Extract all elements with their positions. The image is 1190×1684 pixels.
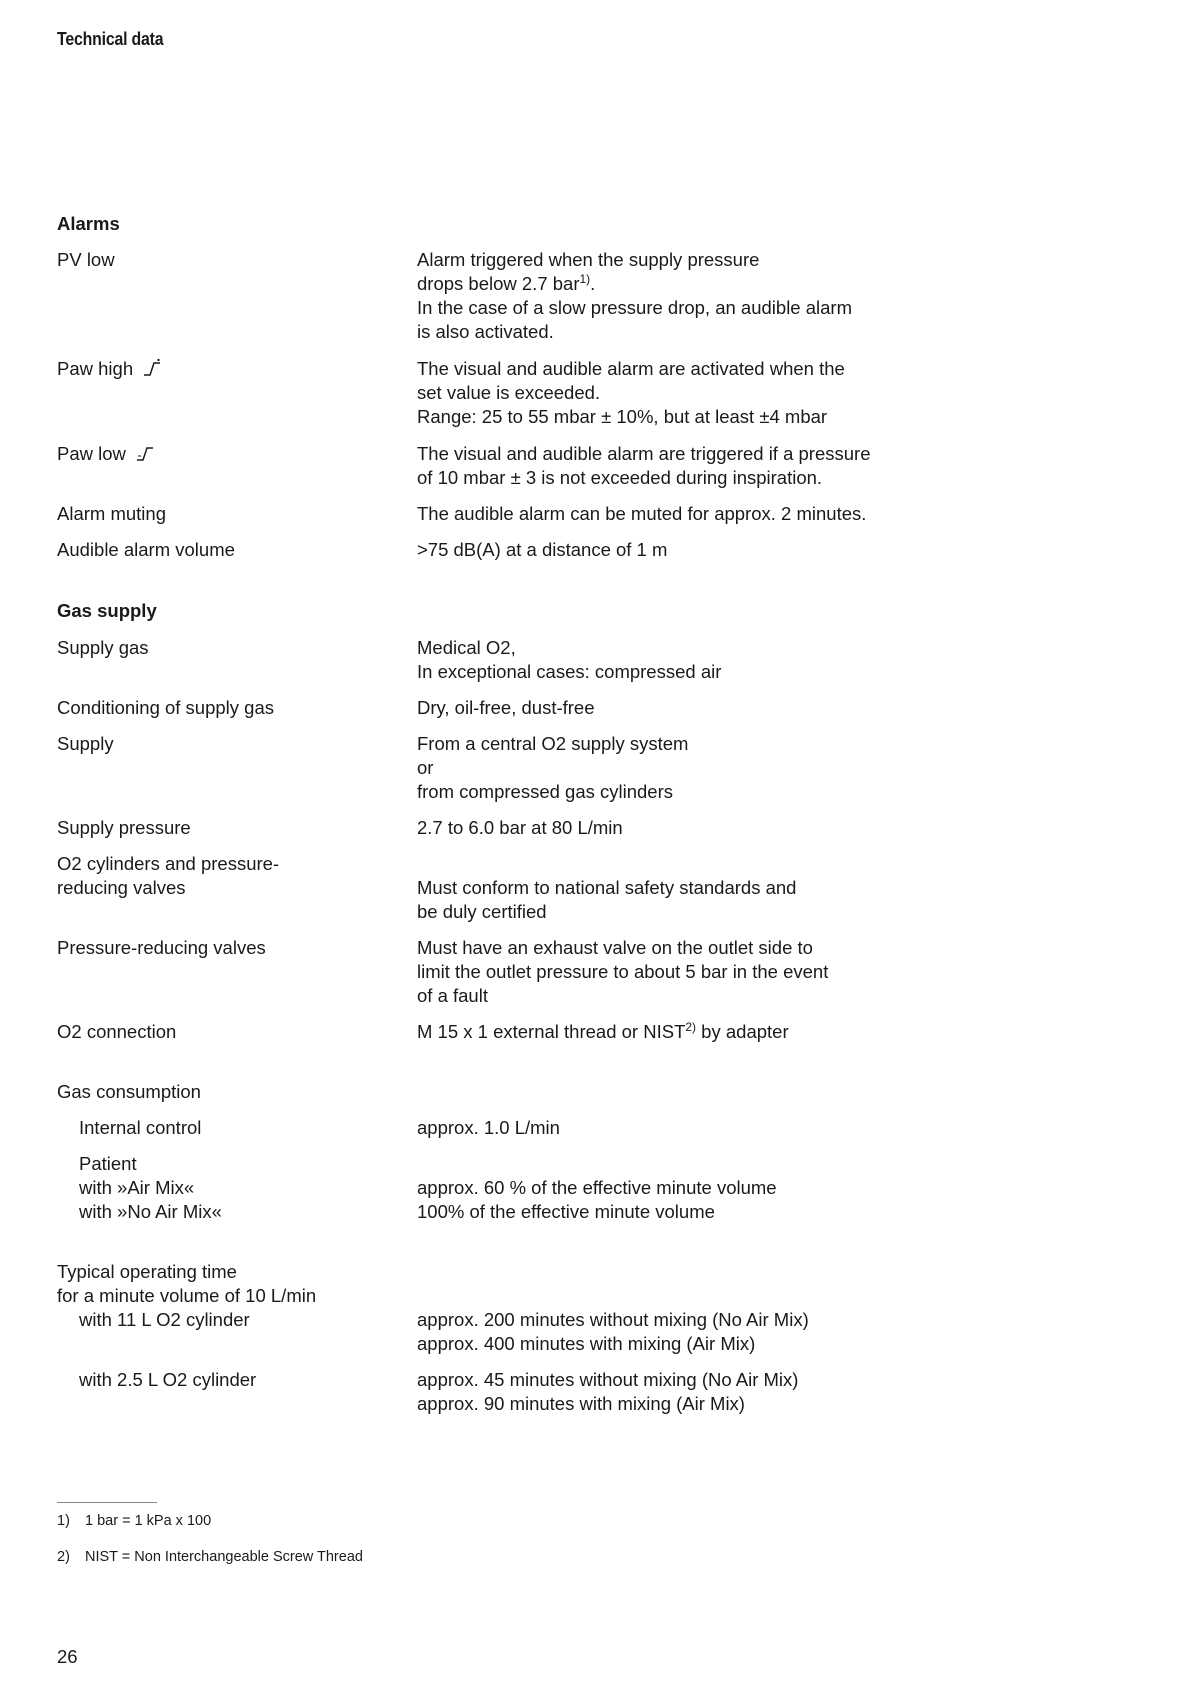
patient-label (79, 1152, 222, 1224)
value-line: approx. 200 minutes without mixing (No Air Mix) (417, 1309, 809, 1330)
cylinder-2-5l-label: with 2.5 L O2 cylinder (79, 1369, 257, 1390)
pv-low-value (417, 248, 977, 344)
cylinder-2-5l-value (417, 1368, 977, 1416)
value-line: Medical O2, (417, 637, 516, 658)
pressure-reducing-valves-value (417, 936, 977, 1008)
value-line: approx. 90 minutes with mixing (Air Mix) (417, 1393, 745, 1414)
label-line: O2 cylinders and pressure- (57, 853, 280, 874)
supply-label: Supply (57, 733, 114, 754)
audible-alarm-volume-value: >75 dB(A) at a distance of 1 m (417, 539, 668, 560)
label-line: with »No Air Mix« (79, 1201, 222, 1222)
o2-cylinders-value (417, 876, 977, 924)
supply-value (417, 732, 977, 804)
supply-pressure-label: Supply pressure (57, 817, 191, 838)
value-line: of 10 mbar ± 3 is not exceeded during inspiration. (417, 467, 823, 488)
supply-pressure-value: 2.7 to 6.0 bar at 80 L/min (417, 817, 623, 838)
label-line: for a minute volume of 10 L/min (57, 1285, 317, 1306)
label-line: Typical operating time (57, 1261, 237, 1282)
footnote-1 (57, 1513, 211, 1529)
page-header: Technical data (57, 29, 164, 49)
value-line: of a fault (417, 985, 488, 1006)
value-line: Range: 25 to 55 mbar ± 10%, but at least ±4 mbar (417, 406, 828, 427)
alarm-muting-label: Alarm muting (57, 503, 166, 524)
internal-control-label: Internal control (79, 1117, 202, 1138)
value-line: Alarm triggered when the supply pressure (417, 249, 760, 270)
value-line: Must conform to national safety standards and (417, 877, 797, 898)
value-line: In exceptional cases: compressed air (417, 661, 722, 682)
value-line: or (417, 757, 434, 778)
label-line: Patient (79, 1153, 137, 1174)
internal-control-value: approx. 1.0 L/min (417, 1117, 560, 1138)
pressure-low-icon (135, 444, 155, 468)
paw-high-value (417, 357, 977, 429)
pressure-high-icon (142, 359, 162, 383)
conditioning-value: Dry, oil-free, dust-free (417, 697, 595, 718)
paw-high-row-label (57, 357, 162, 383)
footnote-2 (57, 1549, 363, 1565)
label-line: with »Air Mix« (79, 1177, 195, 1198)
value-line: The visual and audible alarm are activated when the (417, 358, 845, 379)
page-number: 26 (57, 1646, 78, 1667)
footnote-text: 1 bar = 1 kPa x 100 (85, 1513, 212, 1529)
operating-time-title (57, 1260, 316, 1308)
footnote-divider (57, 1502, 157, 1503)
value-line: is also activated. (417, 321, 554, 342)
label-line: reducing valves (57, 877, 186, 898)
value-line: limit the outlet pressure to about 5 bar in the event (417, 961, 829, 982)
conditioning-label: Conditioning of supply gas (57, 697, 275, 718)
o2-connection-label: O2 connection (57, 1021, 177, 1042)
paw-low-row-label (57, 442, 155, 468)
value-line: M 15 x 1 external thread or NIST$^{2)}$ by adapter (417, 1020, 789, 1042)
value-line: be duly certified (417, 901, 547, 922)
footnote-ref: 2) (685, 1020, 697, 1034)
footnote-number: 2) (57, 1549, 70, 1565)
o2-cylinders-label (57, 852, 279, 900)
audible-alarm-volume-label: Audible alarm volume (57, 539, 235, 560)
footnote-number: 1) (57, 1513, 70, 1529)
value-line: approx. 400 minutes with mixing (Air Mix) (417, 1333, 756, 1354)
value-line: drops below 2.7 bar$^{1)}$. (417, 272, 596, 294)
value-line: The visual and audible alarm are triggered if a pressure (417, 443, 871, 464)
paw-low-label: Paw low (57, 443, 126, 464)
paw-high-label: Paw high (57, 358, 134, 379)
value-line: from compressed gas cylinders (417, 781, 674, 802)
footnote-text: NIST = Non Interchangeable Screw Thread (85, 1549, 363, 1565)
o2-connection-value (417, 1020, 977, 1044)
pressure-reducing-valves-label: Pressure-reducing valves (57, 937, 266, 958)
pv-low-label: PV low (57, 249, 115, 270)
gas-supply-section-title: Gas supply (57, 600, 157, 621)
alarm-muting-value: The audible alarm can be muted for approx. 2 minutes. (417, 503, 867, 524)
gas-consumption-title: Gas consumption (57, 1081, 201, 1102)
cylinder-11l-value (417, 1308, 977, 1356)
value-line: From a central O2 supply system (417, 733, 689, 754)
alarms-section-title: Alarms (57, 213, 120, 234)
paw-low-value (417, 442, 977, 490)
supply-gas-label: Supply gas (57, 637, 149, 658)
patient-value (417, 1176, 977, 1224)
value-line: approx. 45 minutes without mixing (No Air Mix) (417, 1369, 799, 1390)
supply-gas-value (417, 636, 977, 684)
value-line: approx. 60 % of the effective minute volume (417, 1177, 777, 1198)
cylinder-11l-label: with 11 L O2 cylinder (79, 1309, 250, 1330)
value-line: Must have an exhaust valve on the outlet side to (417, 937, 813, 958)
value-line: 100% of the effective minute volume (417, 1201, 715, 1222)
value-line: In the case of a slow pressure drop, an audible alarm (417, 297, 852, 318)
value-line: set value is exceeded. (417, 382, 601, 403)
footnote-ref: 1) (579, 272, 591, 286)
